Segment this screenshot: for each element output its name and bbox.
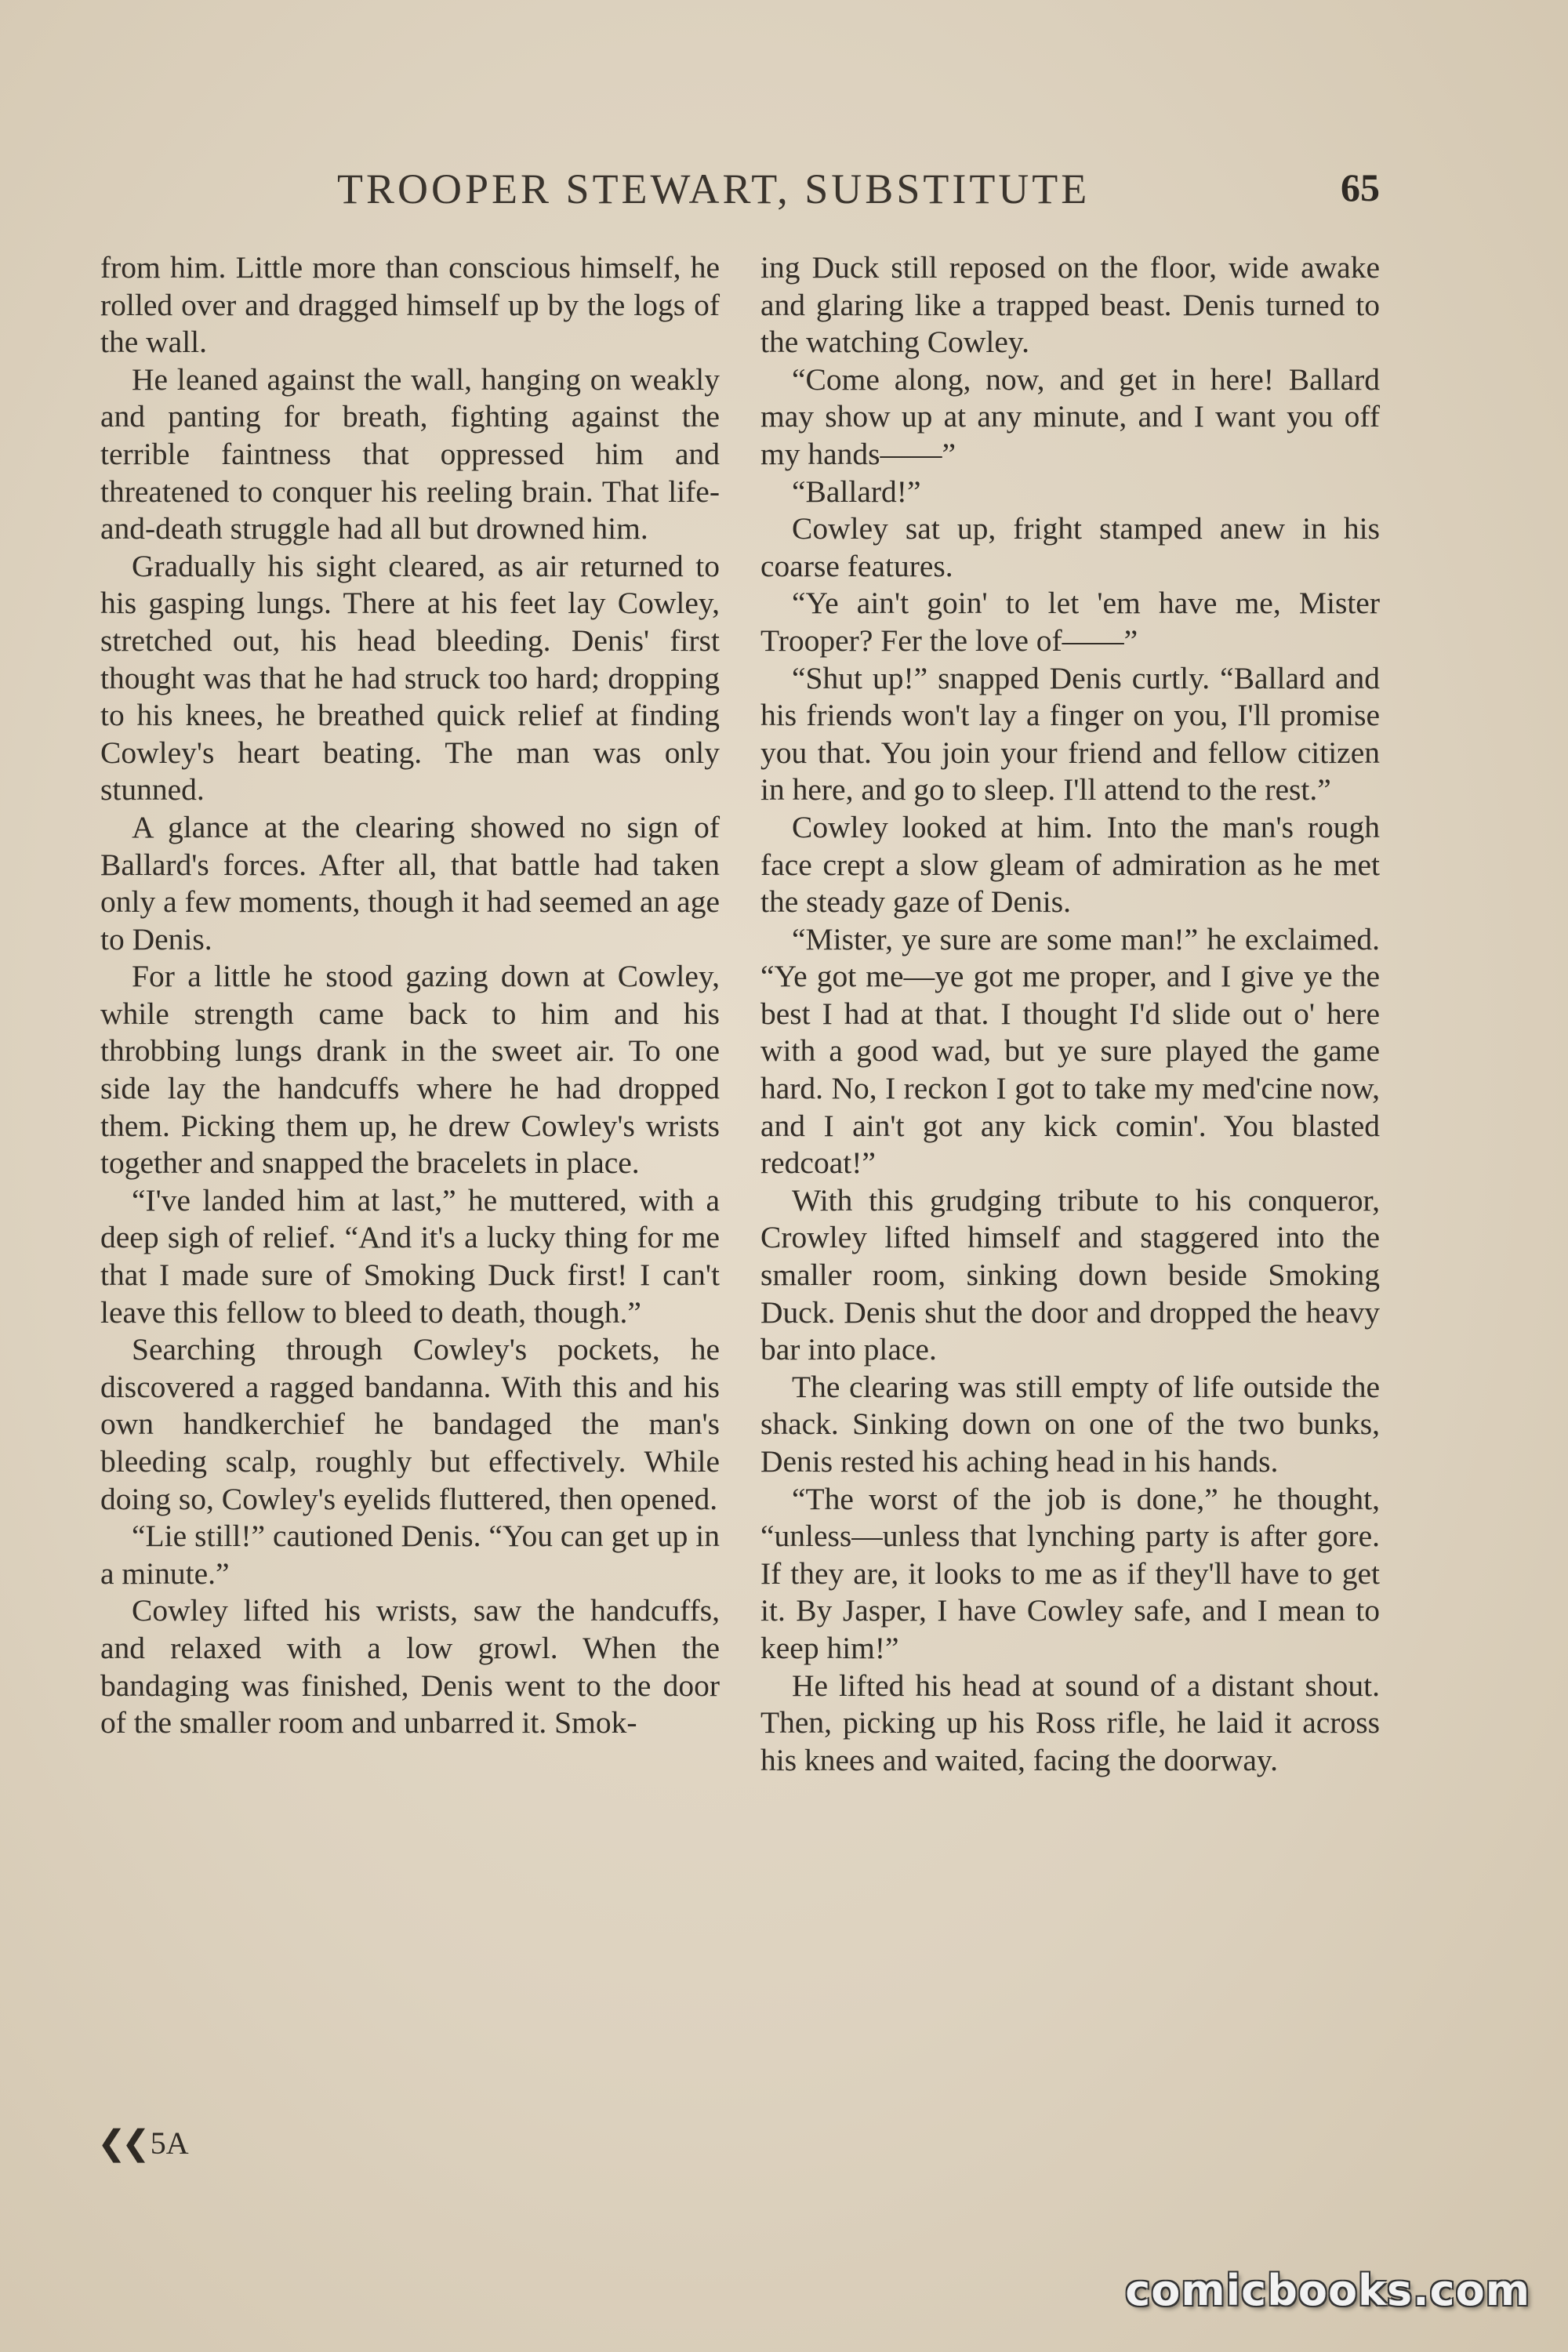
double-chevron-left-icon: ❮❮ xyxy=(97,2124,146,2162)
paragraph: Gradually his sight cleared, as air returned to his gasping lungs. There at his feet lay Cowley, stretched out, his head bleeding. Denis' first thought was that he had struck too hard; dropping to his knees, he breathed quick relief at finding Cowley's heart beating. The man was only stunned. xyxy=(100,548,720,808)
paragraph: ing Duck still reposed on the floor, wide awake and glaring like a trapped beast. Denis turned to the watching Cowley. xyxy=(760,250,1380,360)
paragraph: “I've landed him at last,” he muttered, with a deep sigh of relief. “And it's a lucky thing for me that I made sure of Smoking Duck first! I can't leave this fellow to bleed to death, though.” xyxy=(100,1182,720,1330)
signature-mark xyxy=(97,2123,189,2163)
paragraph: “Mister, ye sure are some man!” he exclaimed. “Ye got me—ye got me proper, and I give ye the best I had at that. I thought I'd slide out o' here with a good wad, but ye sure played the game hard. No, I reckon I got to take my med'cine now, and I ain't got any kick comin'. You blasted redcoat!” xyxy=(760,921,1380,1181)
paragraph: The clearing was still empty of life outside the shack. Sinking down on one of the two bunks, Denis rested his aching head in his hands. xyxy=(760,1369,1380,1479)
paragraph: For a little he stood gazing down at Cowley, while strength came back to him and his throbbing lungs drank in the sweet air. To one side lay the handcuffs where he had dropped them. Picking them up, he drew Cowley's wrists together and snapped the bracelets in place. xyxy=(100,959,720,1181)
paragraph: “Come along, now, and get in here! Ballard may show up at any minute, and I want you off my hands——” xyxy=(760,361,1380,471)
paragraph: Cowley looked at him. Into the man's rough face crept a slow gleam of admiration as he met the steady gaze of Denis. xyxy=(760,809,1380,920)
paragraph: A glance at the clearing showed no sign of Ballard's forces. After all, that battle had taken only a few moments, though it had seemed an age to Denis. xyxy=(100,809,720,956)
paragraph: “The worst of the job is done,” he thought, “unless—unless that lynching party is after gore. If they are, it looks to me as if they'll have to get it. By Jasper, I have Cowley safe, and I mean to keep him!” xyxy=(760,1481,1380,1665)
paragraph: “Ballard!” xyxy=(792,474,921,509)
page-number: 65 xyxy=(1341,165,1380,209)
paragraph: “Ye ain't goin' to let 'em have me, Mister Trooper? Fer the love of——” xyxy=(760,586,1380,658)
text-columns xyxy=(100,249,1380,2131)
signature-label: 5A xyxy=(150,2125,189,2161)
paragraph: from him. Little more than conscious himself, he rolled over and dragged himself up by the logs of the wall. xyxy=(100,250,720,360)
paragraph: Searching through Cowley's pockets, he discovered a ragged bandanna. With this and his own handkerchief he bandaged the man's bleeding scalp, roughly but effectively. While doing so, Cowley's eyelids fluttered, then opened. xyxy=(100,1332,720,1516)
left-column xyxy=(100,249,720,1742)
paragraph: He leaned against the wall, hanging on weakly and panting for breath, fighting against the terrible faintness that oppressed him and threatened to conquer his reeling brain. That life-and-death struggle had all but drowned him. xyxy=(100,361,720,546)
paragraph: “Lie still!” cautioned Denis. “You can get up in a minute.” xyxy=(100,1519,720,1591)
running-title: TROOPER STEWART, SUBSTITUTE xyxy=(337,165,1091,212)
right-column xyxy=(760,249,1380,1779)
paragraph: Cowley lifted his wrists, saw the handcuffs, and relaxed with a low growl. When the bandaging was finished, Denis went to the door of the smaller room and unbarred it. Smok- xyxy=(100,1593,720,1740)
paragraph: “Shut up!” snapped Denis curtly. “Ballard and his friends won't lay a finger on you, I'll promise you that. You join your friend and fellow citizen in here, and go to sleep. I'll attend to the rest.” xyxy=(760,660,1380,808)
paragraph: Cowley sat up, fright stamped anew in his coarse features. xyxy=(760,511,1380,583)
page-header xyxy=(0,165,1568,227)
paragraph: With this grudging tribute to his conqueror, Crowley lifted himself and staggered into the smaller room, sinking down beside Smoking Duck. Denis shut the door and dropped the heavy bar into place. xyxy=(760,1182,1380,1367)
watermark: comicbooks.com xyxy=(1125,2266,1530,2315)
paragraph: He lifted his head at sound of a distant shout. Then, picking up his Ross rifle, he laid it across his knees and waited, facing the doorway. xyxy=(760,1668,1380,1777)
